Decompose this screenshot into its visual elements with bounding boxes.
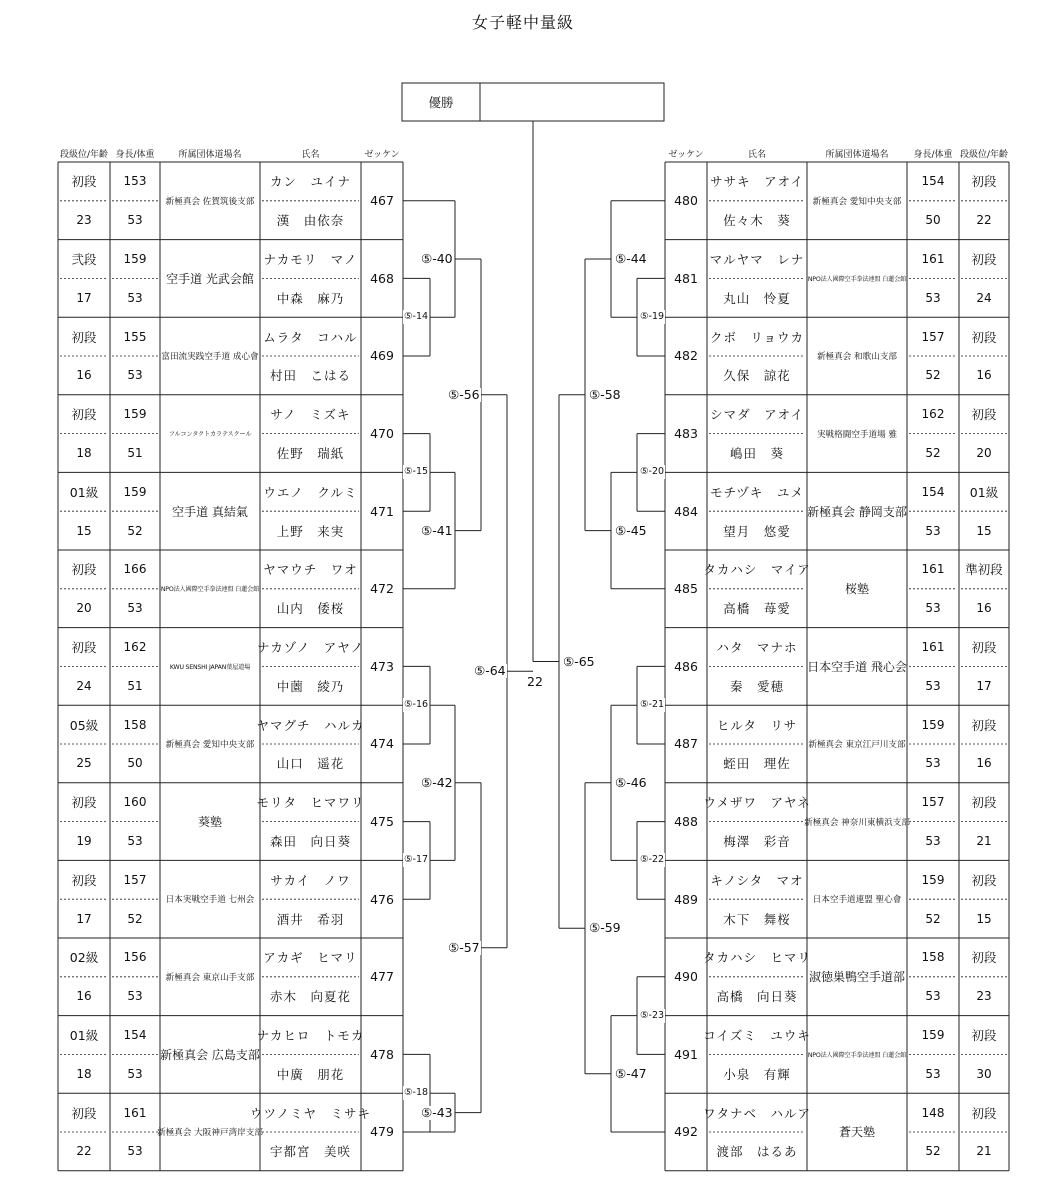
rank-cell: 初段 — [71, 639, 97, 655]
name-kanji: 久保 諒花 — [723, 368, 791, 384]
height-cell: 161 — [123, 1105, 147, 1120]
age-cell: 18 — [76, 1066, 92, 1081]
header-rank-left: 段級位/年齢 — [59, 150, 109, 160]
age-cell: 17 — [976, 678, 992, 693]
header-rank-right: 段級位/年齢 — [959, 150, 1009, 160]
name-kanji: 漢 由依奈 — [276, 213, 345, 229]
rank-cell: 初段 — [971, 872, 997, 888]
rank-cell: 初段 — [71, 872, 97, 888]
zekken-number: 485 — [674, 581, 698, 597]
weight-cell: 50 — [127, 756, 143, 771]
match-label: ⑤-23 — [640, 1009, 665, 1021]
height-cell: 159 — [123, 251, 147, 266]
affiliation-cell: 新極真会 東京山手支部 — [165, 972, 255, 983]
height-cell: 159 — [123, 484, 147, 499]
final-match-number: 22 — [527, 674, 543, 690]
weight-cell: 53 — [925, 989, 941, 1004]
zekken-number: 491 — [674, 1046, 698, 1062]
name-kanji: 宇都宮 美咲 — [269, 1144, 351, 1160]
name-kana: クボ リョウカ — [709, 329, 805, 345]
weight-cell: 52 — [127, 523, 143, 538]
height-cell: 157 — [921, 329, 945, 344]
zekken-number: 477 — [370, 969, 394, 985]
match-label: ⑤-21 — [640, 699, 665, 711]
header-height-weight-left: 身長/体重 — [115, 150, 155, 160]
age-cell: 16 — [76, 989, 92, 1004]
zekken-number: 480 — [674, 193, 698, 209]
weight-cell: 51 — [127, 445, 143, 460]
rank-cell: 初段 — [971, 639, 997, 655]
affiliation-cell: 新極真会 広島支部 — [160, 1047, 260, 1062]
age-cell: 24 — [976, 290, 992, 305]
match-label: ⑤-47 — [615, 1065, 647, 1081]
height-cell: 159 — [921, 1027, 945, 1042]
height-cell: 156 — [123, 950, 147, 965]
height-cell: 161 — [921, 562, 945, 577]
name-kanji: 梅澤 彩音 — [723, 833, 791, 849]
name-kana: キノシタ マオ — [710, 872, 804, 888]
name-kana: サカイ ノワ — [270, 872, 351, 888]
weight-cell: 53 — [925, 678, 941, 693]
rank-cell: 初段 — [971, 174, 997, 190]
age-cell: 20 — [76, 601, 92, 616]
zekken-number: 481 — [674, 270, 698, 286]
match-label: ⑤-41 — [421, 522, 453, 538]
rank-cell: 初段 — [971, 717, 997, 733]
affiliation-cell: 新極真会 東京江戸川支部 — [808, 739, 906, 750]
header-affiliation-left: 所属団体道場名 — [178, 150, 242, 160]
zekken-number: 470 — [370, 426, 394, 442]
name-kanji: 秦 愛穂 — [729, 678, 784, 694]
match-label: ⑤-20 — [640, 466, 665, 478]
height-cell: 155 — [123, 329, 147, 344]
affiliation-cell: 葵塾 — [197, 815, 222, 830]
match-label: ⑤-65 — [563, 653, 595, 669]
page-title: 女子軽中量級 — [471, 13, 574, 32]
affiliation-cell: フルコンタクトカラテスクール — [168, 431, 252, 439]
weight-cell: 53 — [127, 368, 143, 383]
header-name-left: 氏名 — [301, 150, 320, 160]
name-kanji: 佐々木 葵 — [723, 213, 791, 229]
weight-cell: 53 — [925, 601, 941, 616]
height-cell: 159 — [921, 872, 945, 887]
affiliation-cell: 空手道 真結氣 — [172, 504, 248, 519]
name-kanji: 高橋 苺愛 — [723, 601, 791, 617]
height-cell: 160 — [123, 795, 147, 810]
name-kanji: 渡部 はるあ — [716, 1144, 798, 1160]
height-cell: 166 — [123, 562, 147, 577]
match-label: ⑤-17 — [404, 854, 429, 866]
zekken-number: 472 — [370, 581, 394, 597]
rank-cell: 05級 — [69, 717, 99, 733]
name-kana: ヤマウチ ワオ — [263, 562, 358, 578]
weight-cell: 52 — [925, 1144, 941, 1159]
age-cell: 16 — [76, 368, 92, 383]
match-label: ⑤-19 — [640, 311, 665, 323]
weight-cell: 52 — [127, 911, 143, 926]
age-cell: 21 — [976, 833, 992, 848]
name-kanji: 望月 悠愛 — [723, 523, 791, 539]
weight-cell: 53 — [925, 1066, 941, 1081]
weight-cell: 53 — [925, 756, 941, 771]
name-kana: ワタナベ ハルア — [703, 1105, 811, 1121]
match-label: ⑤-18 — [404, 1087, 429, 1099]
weight-cell: 53 — [127, 833, 143, 848]
rank-cell: 01級 — [69, 1027, 99, 1043]
zekken-number: 475 — [370, 814, 394, 830]
name-kanji: 嶋田 葵 — [729, 445, 784, 461]
weight-cell: 53 — [127, 601, 143, 616]
rank-cell: 初段 — [971, 795, 997, 811]
name-kana: サノ ミズキ — [270, 407, 351, 423]
name-kana: シマダ アオイ — [710, 407, 804, 423]
affiliation-cell: 日本実戦空手道 七州会 — [165, 895, 255, 906]
age-cell: 24 — [76, 678, 92, 693]
header-name-right: 氏名 — [747, 150, 766, 160]
name-kana: モリタ ヒマワリ — [256, 795, 365, 811]
height-cell: 157 — [921, 795, 945, 810]
name-kanji: 中廣 朋花 — [276, 1066, 345, 1082]
rank-cell: 01級 — [69, 484, 99, 500]
rank-cell: 初段 — [71, 174, 97, 190]
zekken-number: 487 — [674, 736, 698, 752]
affiliation-cell: NPO法人國際空手拳法連盟 白蓮会館 — [807, 1051, 907, 1059]
match-label: ⑤-56 — [448, 386, 480, 402]
name-kana: ハタ マナホ — [716, 639, 798, 655]
height-cell: 162 — [921, 407, 945, 422]
age-cell: 16 — [976, 756, 992, 771]
name-kana: アカギ ヒマリ — [263, 950, 358, 966]
name-kanji: 酒井 希羽 — [276, 911, 345, 927]
name-kanji: 中薗 綾乃 — [276, 678, 345, 694]
weight-cell: 52 — [925, 445, 941, 460]
age-cell: 17 — [76, 290, 92, 305]
name-kana: モチヅキ ユメ — [710, 484, 804, 500]
zekken-number: 467 — [370, 193, 394, 209]
rank-cell: 02級 — [69, 950, 99, 966]
match-label: ⑤-44 — [615, 251, 647, 266]
age-cell: 18 — [76, 445, 92, 460]
age-cell: 19 — [76, 833, 92, 848]
name-kanji: 丸山 怜夏 — [723, 290, 791, 306]
name-kanji: 木下 舞桜 — [723, 911, 791, 927]
rank-cell: 初段 — [971, 251, 997, 267]
affiliation-cell: 淑徳巣鴨空手道部 — [808, 970, 905, 985]
header-height-weight-right: 身長/体重 — [913, 150, 953, 160]
affiliation-cell: 空手道 光武会館 — [166, 271, 254, 286]
name-kanji: 中森 麻乃 — [276, 290, 345, 306]
rank-cell: 弐段 — [71, 251, 97, 267]
affiliation-cell: 新極真会 佐賀筑後支部 — [165, 196, 255, 207]
rank-cell: 初段 — [971, 1027, 997, 1043]
weight-cell: 52 — [925, 368, 941, 383]
match-label: ⑤-40 — [421, 251, 453, 266]
name-kanji: 山内 倭桜 — [276, 601, 345, 617]
age-cell: 23 — [76, 213, 92, 228]
zekken-number: 479 — [370, 1124, 394, 1140]
rank-cell: 01級 — [969, 484, 999, 500]
champion-label: 優勝 — [428, 95, 454, 110]
name-kanji: 赤木 向夏花 — [269, 989, 351, 1005]
height-cell: 161 — [921, 251, 945, 266]
zekken-number: 488 — [674, 814, 698, 830]
name-kanji: 佐野 瑞紙 — [276, 445, 345, 461]
name-kana: ヒルタ リサ — [716, 717, 798, 733]
affiliation-cell: KWU SENSHI JAPAN葉屋道場 — [169, 663, 251, 671]
zekken-number: 469 — [370, 348, 394, 364]
zekken-number: 473 — [370, 658, 394, 674]
name-kana: ナカモリ マノ — [263, 251, 358, 267]
weight-cell: 53 — [925, 290, 941, 305]
rank-cell: 初段 — [71, 795, 97, 811]
name-kana: タカハシ ヒマリ — [703, 950, 812, 966]
name-kana: ササキ アオイ — [710, 174, 804, 190]
name-kana: マルヤマ レナ — [709, 251, 805, 267]
name-kanji: 上野 来実 — [276, 523, 345, 539]
weight-cell: 52 — [925, 911, 941, 926]
zekken-number: 484 — [674, 503, 698, 519]
zekken-number: 474 — [370, 736, 394, 752]
height-cell: 154 — [921, 174, 945, 189]
name-kana: ナカヒロ トモカ — [256, 1027, 365, 1043]
age-cell: 16 — [976, 601, 992, 616]
match-label: ⑤-16 — [404, 699, 429, 711]
match-label: ⑤-15 — [404, 466, 429, 478]
age-cell: 20 — [976, 445, 992, 460]
name-kana: ムラタ コハル — [263, 329, 358, 345]
rank-cell: 初段 — [71, 407, 97, 423]
affiliation-cell: 日本空手道連盟 聖心會 — [812, 895, 902, 906]
age-cell: 16 — [976, 368, 992, 383]
affiliation-cell: 新極真会 静岡支部 — [807, 504, 907, 519]
match-label: ⑤-57 — [448, 939, 480, 955]
age-cell: 15 — [976, 911, 992, 926]
age-cell: 25 — [76, 756, 92, 771]
weight-cell: 53 — [127, 989, 143, 1004]
name-kana: ナカゾノ アヤノ — [257, 639, 365, 655]
match-label: ⑤-22 — [640, 854, 665, 866]
name-kana: コイズミ ユウキ — [703, 1027, 811, 1043]
zekken-number: 483 — [674, 426, 698, 442]
name-kanji: 小泉 有輝 — [723, 1066, 791, 1082]
affiliation-cell: 富田流実践空手道 成心會 — [161, 351, 259, 362]
affiliation-cell: 実戦格闘空手道場 雅 — [816, 429, 898, 440]
age-cell: 23 — [976, 989, 992, 1004]
affiliation-cell: 新極真会 神奈川東横浜支部 — [804, 817, 910, 828]
height-cell: 158 — [123, 717, 147, 732]
age-cell: 30 — [976, 1066, 992, 1081]
name-kana: ヤマグチ ハルカ — [256, 717, 365, 733]
match-label: ⑤-46 — [615, 774, 647, 790]
match-label: ⑤-59 — [589, 920, 621, 936]
age-cell: 15 — [76, 523, 92, 538]
age-cell: 15 — [976, 523, 992, 538]
zekken-number: 489 — [674, 891, 698, 907]
rank-cell: 初段 — [971, 1105, 997, 1121]
rank-cell: 初段 — [71, 562, 97, 578]
height-cell: 159 — [123, 407, 147, 422]
name-kana: ウツノミヤ ミサキ — [250, 1105, 372, 1121]
match-label: ⑤-43 — [421, 1104, 453, 1120]
header-affiliation-right: 所属団体道場名 — [825, 150, 889, 160]
name-kana: タカハシ マイア — [703, 562, 811, 578]
zekken-number: 478 — [370, 1046, 394, 1062]
height-cell: 154 — [921, 484, 945, 499]
weight-cell: 50 — [925, 213, 941, 228]
zekken-number: 468 — [370, 270, 394, 286]
height-cell: 159 — [921, 717, 945, 732]
affiliation-cell: NPO法人國際空手拳法連盟 白蓮会館 — [807, 275, 907, 283]
age-cell: 17 — [76, 911, 92, 926]
age-cell: 22 — [976, 213, 992, 228]
height-cell: 162 — [123, 639, 147, 654]
zekken-number: 490 — [674, 969, 698, 985]
affiliation-cell: 新極真会 和歌山支部 — [816, 351, 898, 362]
height-cell: 158 — [921, 950, 945, 965]
affiliation-cell: 蒼天塾 — [838, 1125, 875, 1140]
zekken-number: 486 — [674, 658, 698, 674]
weight-cell: 53 — [925, 833, 941, 848]
match-label: ⑤-14 — [404, 311, 429, 323]
match-label: ⑤-45 — [615, 522, 647, 538]
weight-cell: 53 — [925, 523, 941, 538]
rank-cell: 初段 — [971, 407, 997, 423]
match-label: ⑤-42 — [421, 774, 453, 790]
name-kanji: 高橋 向日葵 — [716, 989, 798, 1005]
name-kanji: 蛭田 理佐 — [723, 756, 791, 772]
zekken-number: 482 — [674, 348, 698, 364]
zekken-number: 492 — [674, 1124, 698, 1140]
name-kanji: 山口 遥花 — [276, 756, 345, 772]
age-cell: 21 — [976, 1144, 992, 1159]
rank-cell: 初段 — [971, 950, 997, 966]
height-cell: 161 — [921, 639, 945, 654]
name-kanji: 森田 向日葵 — [269, 833, 351, 849]
affiliation-cell: 桜塾 — [844, 582, 869, 597]
zekken-number: 476 — [370, 891, 394, 907]
name-kana: カン ユイナ — [269, 174, 351, 190]
height-cell: 154 — [123, 1027, 147, 1042]
height-cell: 148 — [921, 1105, 945, 1120]
header-zekken-right: ゼッケン — [668, 150, 704, 160]
name-kana: ウエノ クルミ — [263, 484, 358, 500]
match-label: ⑤-58 — [589, 386, 621, 402]
weight-cell: 53 — [127, 1066, 143, 1081]
rank-cell: 準初段 — [965, 562, 1003, 578]
match-label: ⑤-64 — [474, 663, 506, 679]
zekken-number: 471 — [370, 503, 394, 519]
affiliation-cell: NPO法人國際空手拳法連盟 白蓮会館 — [160, 586, 260, 594]
height-cell: 153 — [123, 174, 147, 189]
rank-cell: 初段 — [71, 1105, 97, 1121]
affiliation-cell: 新極真会 愛知中央支部 — [812, 196, 902, 207]
weight-cell: 53 — [127, 290, 143, 305]
header-zekken-left: ゼッケン — [364, 150, 400, 160]
rank-cell: 初段 — [71, 329, 97, 345]
affiliation-cell: 新極真会 大阪神戸湾岸支部 — [157, 1127, 263, 1138]
name-kana: ウメザワ アヤネ — [703, 795, 811, 811]
rank-cell: 初段 — [971, 329, 997, 345]
name-kanji: 村田 こはる — [269, 368, 351, 384]
affiliation-cell: 新極真会 愛知中央支部 — [165, 739, 255, 750]
weight-cell: 51 — [127, 678, 143, 693]
weight-cell: 53 — [127, 213, 143, 228]
affiliation-cell: 日本空手道 飛心会 — [807, 659, 907, 674]
age-cell: 22 — [76, 1144, 92, 1159]
weight-cell: 53 — [127, 1144, 143, 1159]
height-cell: 157 — [123, 872, 147, 887]
